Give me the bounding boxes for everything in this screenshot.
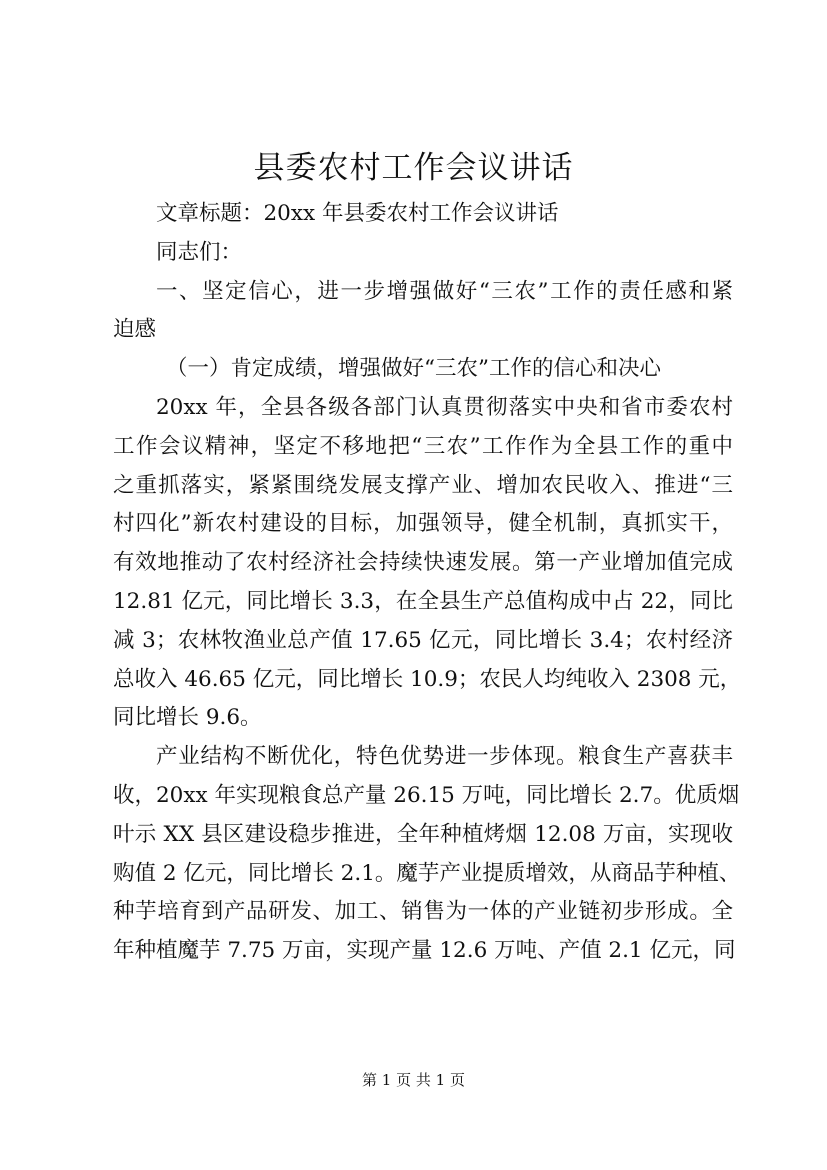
- article-title-line: 文章标题：20xx 年县委农村工作会议讲话: [156, 201, 559, 226]
- paragraph-line: 总收入 46.65 亿元，同比增长 10.9；农民人均纯收入 2308 元，: [113, 666, 742, 692]
- subsection-heading-line: （一）肯定成绩，增强做好“三农”工作的信心和决心: [166, 356, 661, 382]
- paragraph-line: 同比增长 9.6。: [113, 705, 262, 731]
- section-heading-line-cont: 迫感: [113, 317, 157, 343]
- salutation-line: 同志们：: [156, 239, 243, 265]
- paragraph-line: 产业结构不断优化，特色优势进一步体现。粮食生产喜获丰: [156, 744, 733, 770]
- paragraph-line: 收，20xx 年实现粮食总产量 26.15 万吨，同比增长 2.7。优质烟: [113, 782, 740, 808]
- document-body: [113, 195, 742, 971]
- paragraph-line: 种芋培育到产品研发、加工、销售为一体的产业链初步形成。全: [113, 899, 733, 925]
- page-number-footer: 第 1 页 共 1 页: [362, 1071, 465, 1089]
- paragraph-line: 有效地推动了农村经济社会持续快速发展。第一产业增加值完成: [113, 550, 733, 576]
- paragraph-line: 工作会议精神，坚定不移地把“三农”工作作为全县工作的重中: [113, 433, 733, 459]
- paragraph-line: 叶示 XX 县区建设稳步推进，全年种植烤烟 12.08 万亩，实现收: [113, 821, 733, 847]
- paragraph-line: 村四化”新农村建设的目标，加强领导，健全机制，真抓实干，: [113, 511, 733, 537]
- paragraph-line: 20xx 年，全县各级各部门认真贯彻落实中央和省市委农村: [156, 394, 733, 420]
- paragraph-line: 之重抓落实，紧紧围绕发展支撑产业、增加农民收入、推进“三: [113, 472, 733, 498]
- paragraph-line: 年种植魔芋 7.75 万亩，实现产量 12.6 万吨、产值 2.1 亿元，同: [113, 938, 736, 964]
- paragraph-line: 减 3；农林牧渔业总产值 17.65 亿元，同比增长 3.4；农村经济: [113, 627, 733, 653]
- section-heading-line: 一、坚定信心，进一步增强做好“三农”工作的责任感和紧: [156, 278, 733, 304]
- document-title: 县委农村工作会议讲话: [253, 150, 574, 186]
- paragraph-line: 12.81 亿元，同比增长 3.3，在全县生产总值构成中占 22，同比: [113, 588, 733, 614]
- paragraph-line: 购值 2 亿元，同比增长 2.1。魔芋产业提质增效，从商品芋种植、: [113, 860, 741, 886]
